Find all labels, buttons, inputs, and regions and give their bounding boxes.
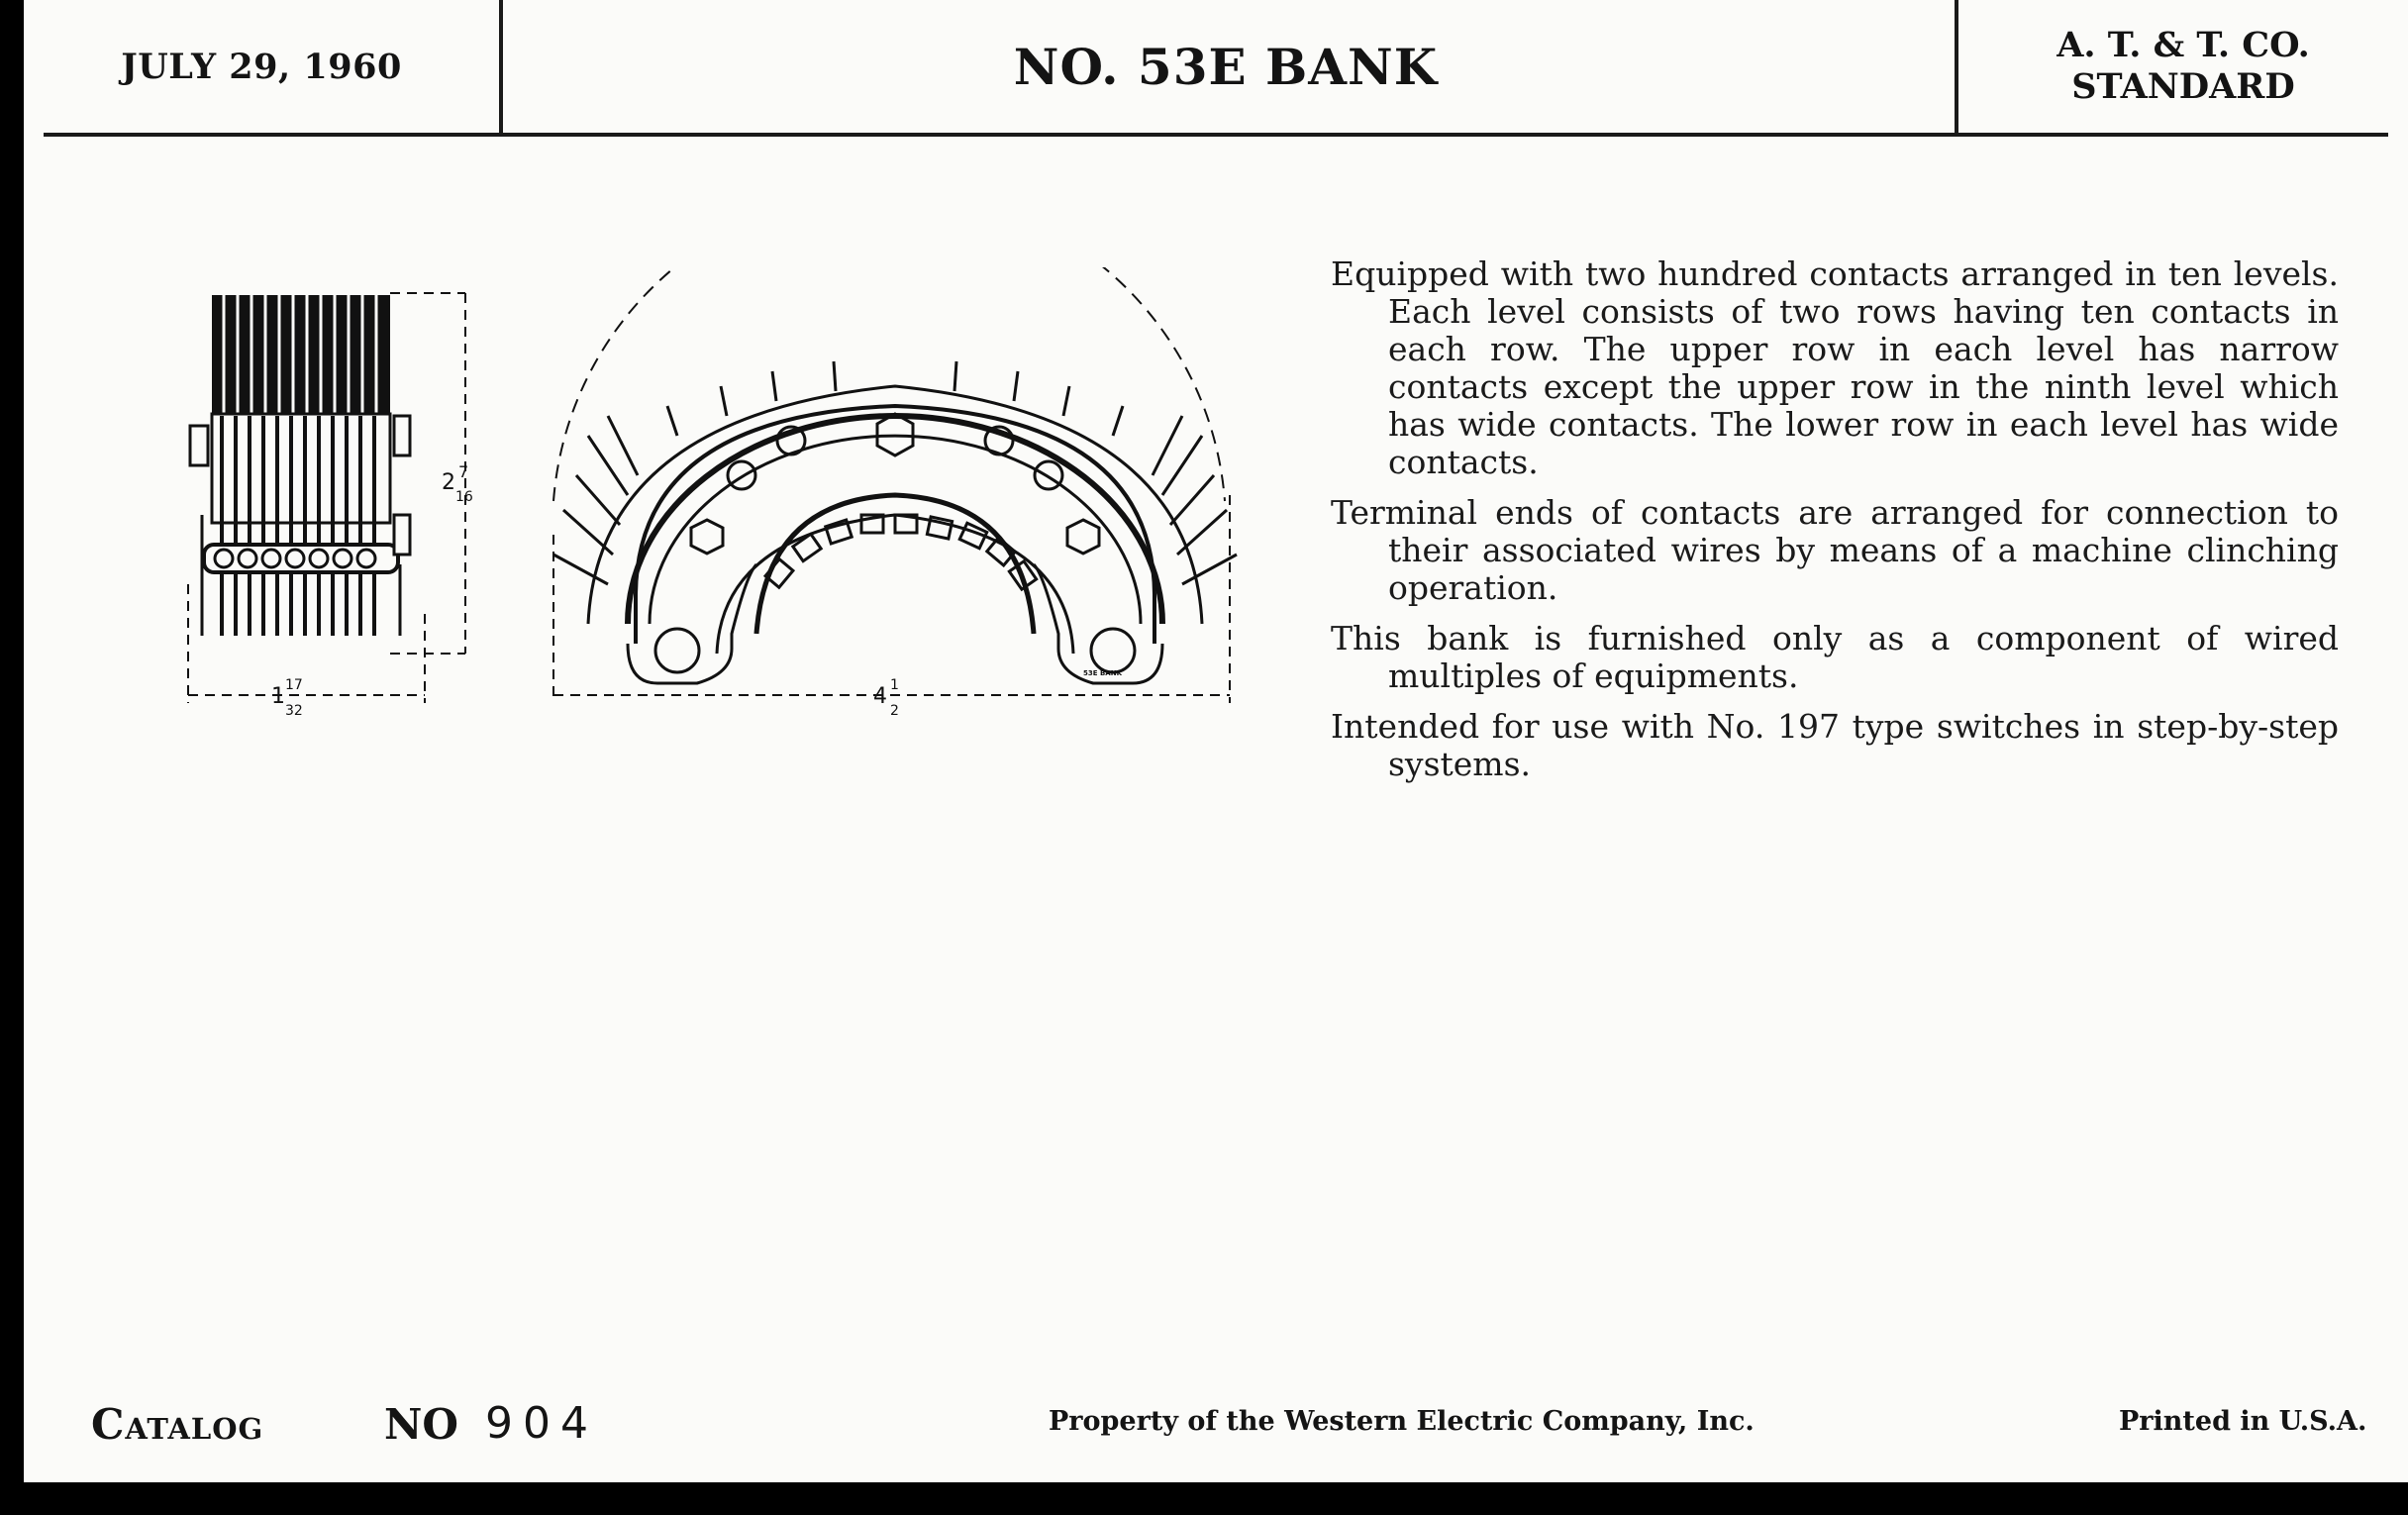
standard-line-2: STANDARD — [2071, 66, 2295, 107]
width-dimension-whole: 1 — [271, 684, 285, 709]
height-dimension-numerator: 7 — [458, 462, 469, 481]
height-dimension-whole: 2 — [442, 470, 455, 495]
catalog-label: Catalog — [91, 1400, 264, 1449]
description — [1331, 255, 2339, 796]
standard-line-1: A. T. & T. CO. — [2057, 25, 2310, 65]
header-standard — [1958, 0, 2408, 133]
printed-notice: Printed in U.S.A. — [2119, 1406, 2367, 1437]
property-notice: Property of the Western Electric Company, Inc. — [1049, 1406, 1755, 1437]
description-paragraph: Terminal ends of contacts are arranged for connection to their associated wires by means of a machine clinching operation. — [1331, 493, 2339, 607]
catalog-card — [24, 0, 2408, 1482]
description-paragraph: Intended for use with No. 197 type switches in step-by-step systems. — [1331, 707, 2339, 783]
header-title: NO. 53E BANK — [1013, 37, 1439, 96]
header-rule — [44, 133, 2388, 137]
description-paragraph: Equipped with two hundred contacts arranged in ten levels. Each level consists of two rows having ten contacts in each row. The upper row in each level has narrow contacts except the upper row in the ninth level which has wide contacts. The lower row in each level has wide contacts. — [1331, 254, 2339, 481]
catalog-no-label: NO — [384, 1400, 458, 1449]
header-date: JULY 29, 1960 — [121, 46, 402, 87]
drawing-tag: 53E BANK — [1083, 669, 1122, 677]
footer — [24, 1398, 2408, 1458]
height-dimension-denominator: 16 — [455, 489, 473, 505]
width-dimension-denominator: 32 — [285, 703, 303, 719]
top-view-drawing — [553, 267, 1237, 703]
length-dimension-whole: 4 — [873, 684, 887, 709]
length-dimension-denominator: 2 — [890, 703, 899, 719]
side-view-drawing — [188, 293, 465, 703]
header — [24, 0, 2408, 139]
bank-drawings — [162, 267, 1252, 733]
catalog-number: 904 — [485, 1398, 598, 1449]
length-dimension-numerator: 1 — [890, 677, 899, 693]
width-dimension-numerator: 17 — [285, 677, 303, 693]
description-paragraph: This bank is furnished only as a component of wired multiples of equipments. — [1331, 619, 2339, 695]
